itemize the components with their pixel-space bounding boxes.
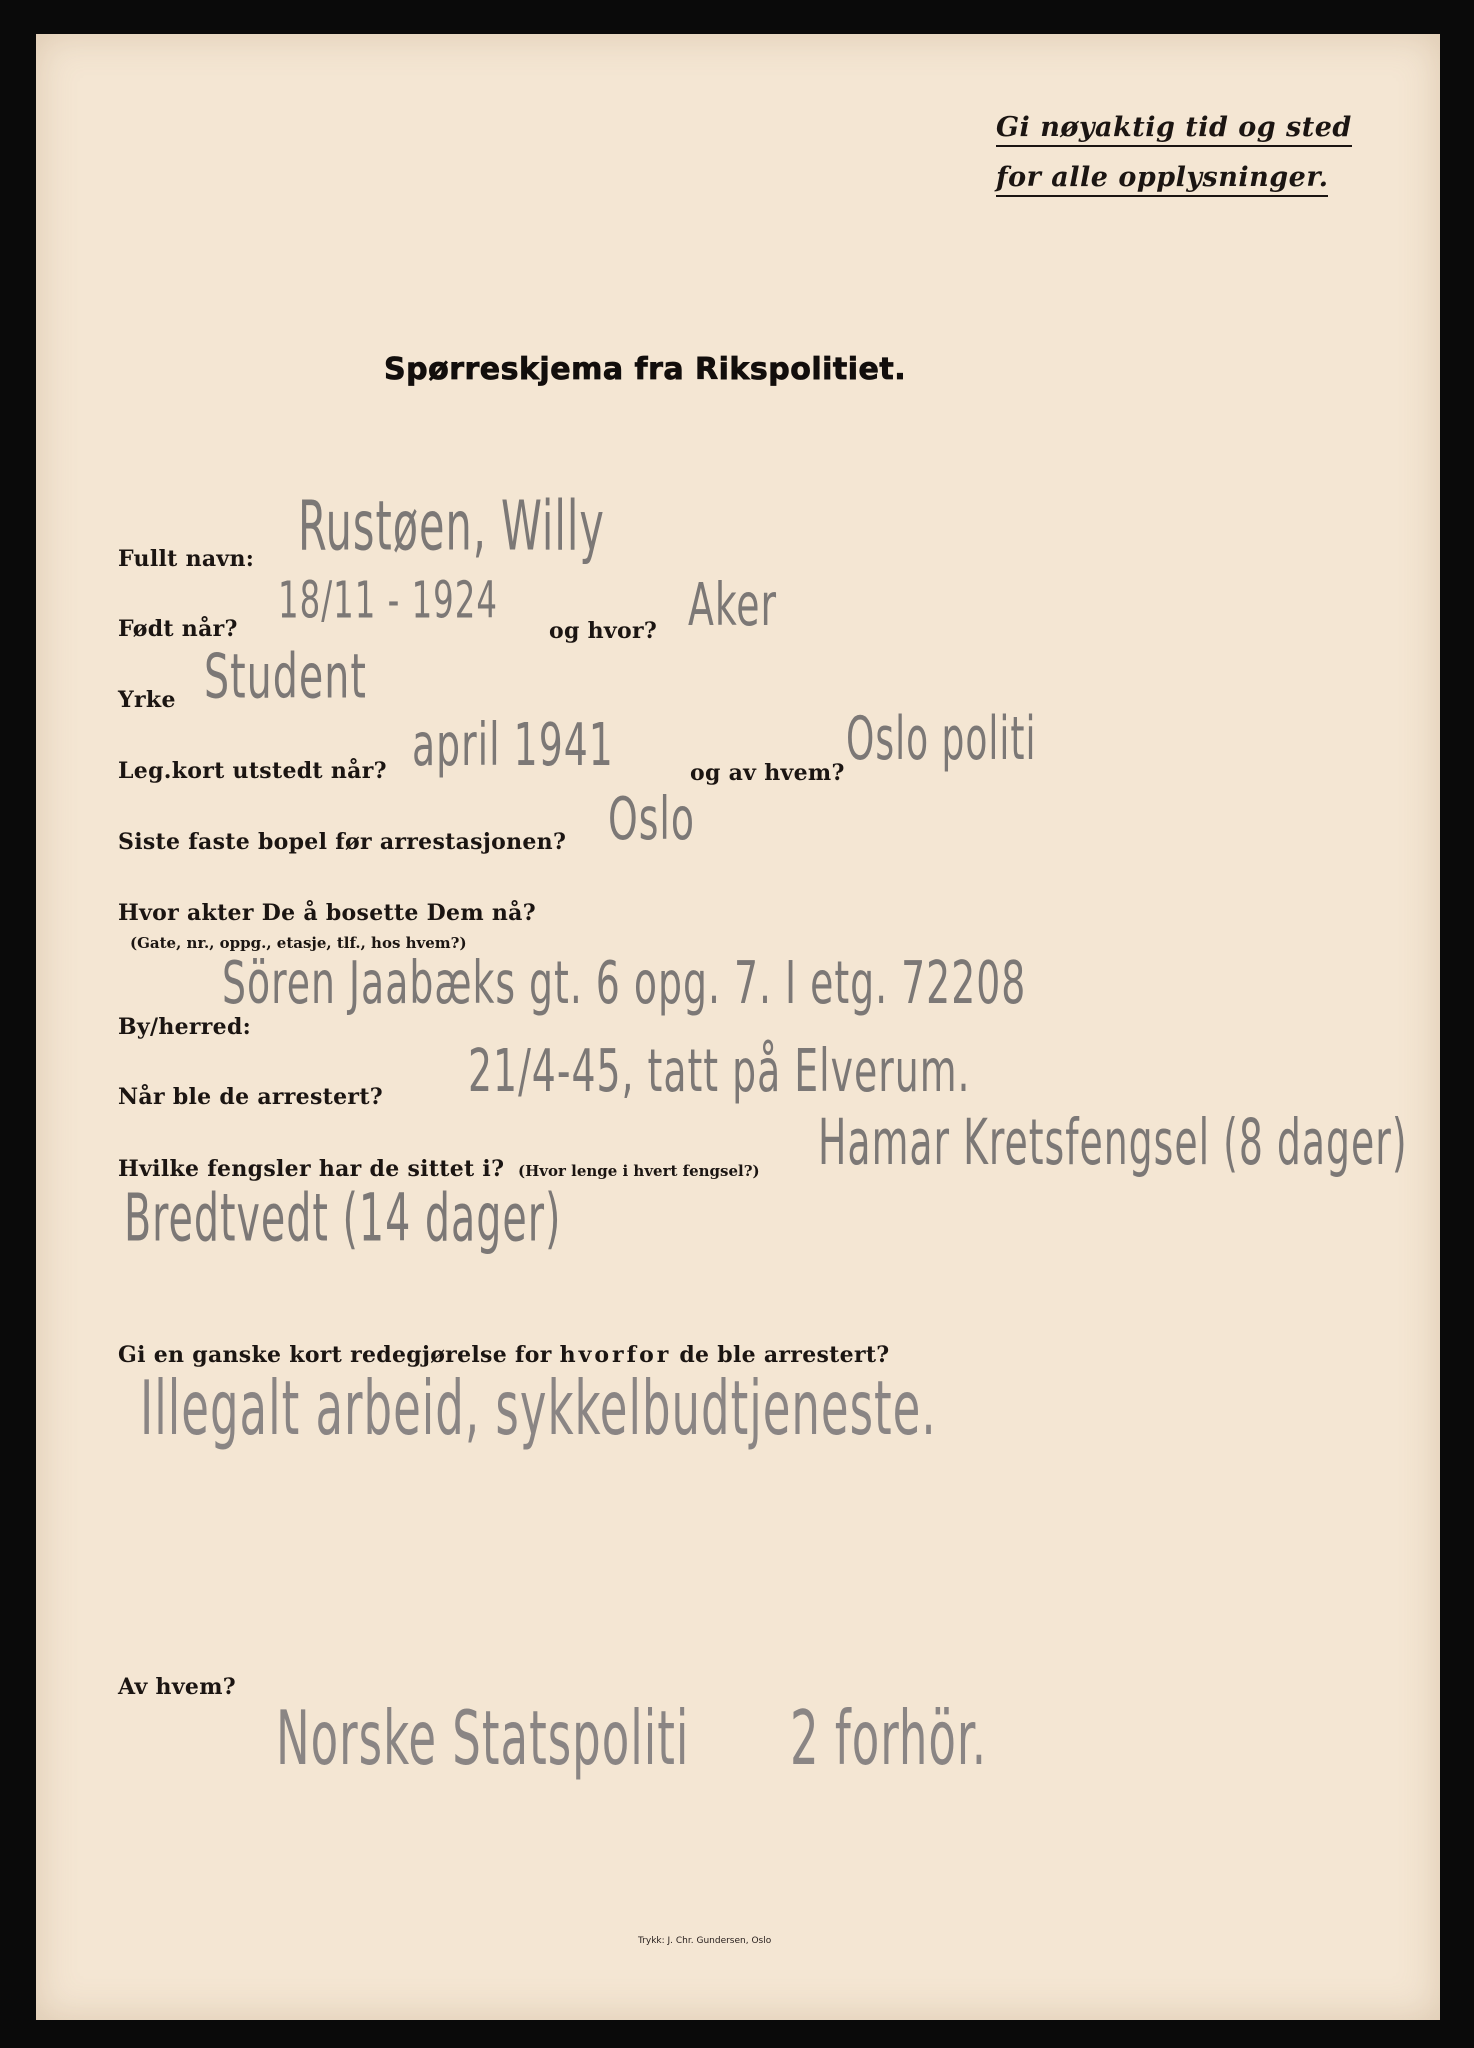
- form-title: Spørreskjema fra Rikspolitiet.: [384, 352, 907, 387]
- born-where-label: og hvor?: [549, 618, 658, 644]
- municipality-label: By/herred:: [118, 1014, 252, 1040]
- arrested-when-label: Når ble de arrestert?: [118, 1084, 383, 1110]
- questionnaire-sheet: [36, 34, 1440, 2020]
- born-when-value: 18/11 - 1924: [278, 572, 498, 630]
- prisons-sublabel: (Hvor lenge i hvert fengsel?): [518, 1162, 760, 1180]
- arrested-when-value: 21/4-45, tatt på Elverum.: [468, 1036, 971, 1105]
- settle-where-label: Hvor akter De å bosette Dem nå?: [118, 900, 536, 926]
- reason-label-post: de ble arrestert?: [679, 1342, 890, 1368]
- id-card-by-label: og av hvem?: [690, 760, 845, 786]
- by-whom-value-1: Norske Statspoliti: [276, 1695, 690, 1782]
- last-residence-label: Siste faste bopel før arrestasjonen?: [118, 829, 567, 855]
- full-name-value: Rustøen, Willy: [298, 485, 605, 566]
- by-whom-label: Av hvem?: [118, 1674, 236, 1700]
- reason-value: Illegalt arbeid, sykkelbudtjeneste.: [140, 1365, 937, 1452]
- id-card-when-label: Leg.kort utstedt når?: [118, 758, 387, 784]
- reason-label-pre: Gi en ganske kort redegjørelse for: [118, 1342, 552, 1368]
- reason-label-emphasis: hvorfor: [559, 1342, 672, 1368]
- settle-where-value: Sören Jaabæks gt. 6 opg. 7. I etg. 72208: [222, 948, 1027, 1017]
- notice-line-1: Gi nøyaktig tid og sted: [996, 112, 1352, 147]
- notice-line-2: for alle opplysninger.: [996, 162, 1328, 197]
- id-card-when-value: april 1941: [412, 710, 614, 779]
- printer-credit: Trykk: J. Chr. Gundersen, Oslo: [638, 1936, 772, 1946]
- prisons-value-2: Bredtvedt (14 dager): [124, 1180, 562, 1257]
- born-where-value: Aker: [688, 570, 778, 639]
- occupation-label: Yrke: [118, 687, 176, 713]
- born-when-label: Født når?: [118, 616, 238, 642]
- prisons-label: Hvilke fengsler har de sittet i?: [118, 1156, 505, 1182]
- settle-where-sublabel: (Gate, nr., oppg., etasje, tlf., hos hvem?): [130, 934, 467, 952]
- id-card-by-value: Oslo politi: [846, 705, 1037, 774]
- full-name-label: Fullt navn:: [118, 546, 255, 572]
- occupation-value: Student: [204, 641, 367, 713]
- last-residence-value: Oslo: [608, 784, 696, 853]
- by-whom-value-2: 2 forhör.: [790, 1695, 988, 1782]
- prisons-value-1: Hamar Kretsfengsel (8 dager): [818, 1105, 1408, 1179]
